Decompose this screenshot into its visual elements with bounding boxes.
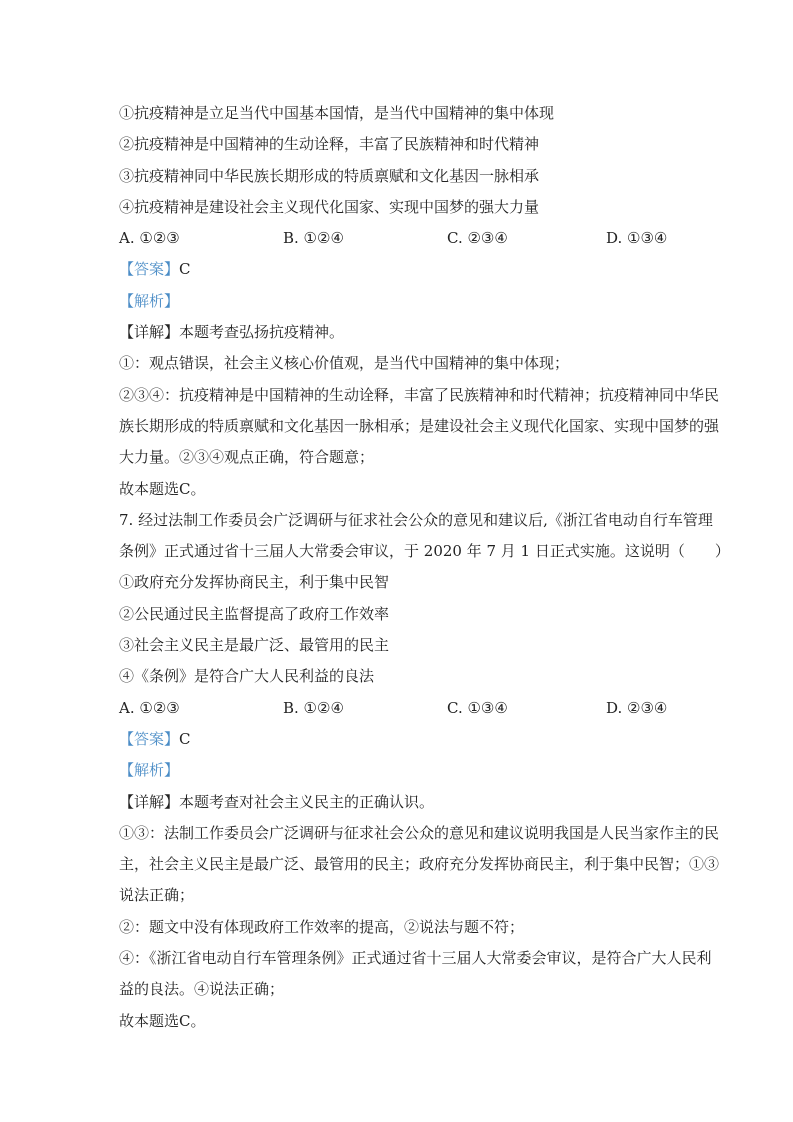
detail-line: 说法正确； xyxy=(119,886,195,905)
detail-line: ②：题文中没有体现政府工作效率的提高，②说法与题不符； xyxy=(119,917,525,936)
answer-options xyxy=(119,697,681,728)
question-stem: 条例》正式通过省十三届人大常委会审议，于 2020 年 7 月 1 日正式实施。这说明（ ） xyxy=(119,542,730,561)
question-7-section xyxy=(119,509,730,1041)
detail-line: ①③：法制工作委员会广泛调研与征求社会公众的意见和建议说明我国是人民当家作主的民 xyxy=(119,823,720,842)
answer-label: 【答案】 xyxy=(119,729,180,748)
detail-line: 故本题选C。 xyxy=(119,1011,206,1030)
answer-value: C xyxy=(179,729,191,748)
option-b: B. ①②④ xyxy=(283,229,344,248)
option-c: C. ①③④ xyxy=(447,698,508,717)
answer-line xyxy=(119,728,681,759)
statement: ④《条例》是符合广大人民利益的良法 xyxy=(119,667,375,686)
analysis-label: 【解析】 xyxy=(119,761,180,780)
option-d: D. ②③④ xyxy=(606,698,668,717)
detail-line: 族长期形成的特质禀赋和文化基因一脉相承；是建设社会主义现代化国家、实现中国梦的强 xyxy=(119,416,720,435)
document-page xyxy=(119,102,730,1041)
question-6-section xyxy=(119,102,720,509)
question-stem: 7. 经过法制工作委员会广泛调研与征求社会公众的意见和建议后,《浙江省电动自行车管理 xyxy=(119,510,713,529)
detail-line: 主，社会主义民主是最广泛、最管用的民主；政府充分发挥协商民主，利于集中民智；①③ xyxy=(119,855,720,874)
analysis-label: 【解析】 xyxy=(119,291,180,310)
option-a: A. ①②③ xyxy=(119,229,180,248)
option-d: D. ①③④ xyxy=(606,229,668,248)
option-c: C. ②③④ xyxy=(447,229,508,248)
statement: ①抗疫精神是立足当代中国基本国情，是当代中国精神的集中体现 xyxy=(119,104,555,122)
statement: ③社会主义民主是最广泛、最管用的民主 xyxy=(119,636,390,655)
answer-options xyxy=(119,227,681,258)
statement: ③抗疫精神同中华民族长期形成的特质禀赋和文化基因一脉相承 xyxy=(119,166,540,185)
detail-line: ②③④：抗疫精神是中国精神的生动诠释，丰富了民族精神和时代精神；抗疫精神同中华民 xyxy=(119,385,720,404)
detail-line: ①：观点错误，社会主义核心价值观，是当代中国精神的集中体现； xyxy=(119,354,570,373)
statement: ②抗疫精神是中国精神的生动诠释，丰富了民族精神和时代精神 xyxy=(119,135,540,154)
option-b: B. ①②④ xyxy=(283,698,344,717)
statement: ①政府充分发挥协商民主，利于集中民智 xyxy=(119,573,390,592)
detail-line: 益的良法。④说法正确； xyxy=(119,980,285,999)
option-a: A. ①②③ xyxy=(119,698,180,717)
detail-line: 【详解】本题考查对社会主义民主的正确认识。 xyxy=(119,792,435,811)
detail-line: 故本题选C。 xyxy=(119,479,206,498)
answer-line xyxy=(119,258,681,289)
statement: ②公民通过民主监督提高了政府工作效率 xyxy=(119,604,390,623)
answer-label: 【答案】 xyxy=(119,260,180,279)
statement: ④抗疫精神是建设社会主义现代化国家、实现中国梦的强大力量 xyxy=(119,197,540,216)
detail-line: ④：《浙江省电动自行车管理条例》正式通过省十三届人大常委会审议，是符合广大人民利 xyxy=(119,949,712,968)
detail-line: 【详解】本题考查弘扬抗疫精神。 xyxy=(119,323,345,342)
answer-value: C xyxy=(179,260,191,279)
detail-line: 大力量。②③④观点正确，符合题意； xyxy=(119,448,375,467)
